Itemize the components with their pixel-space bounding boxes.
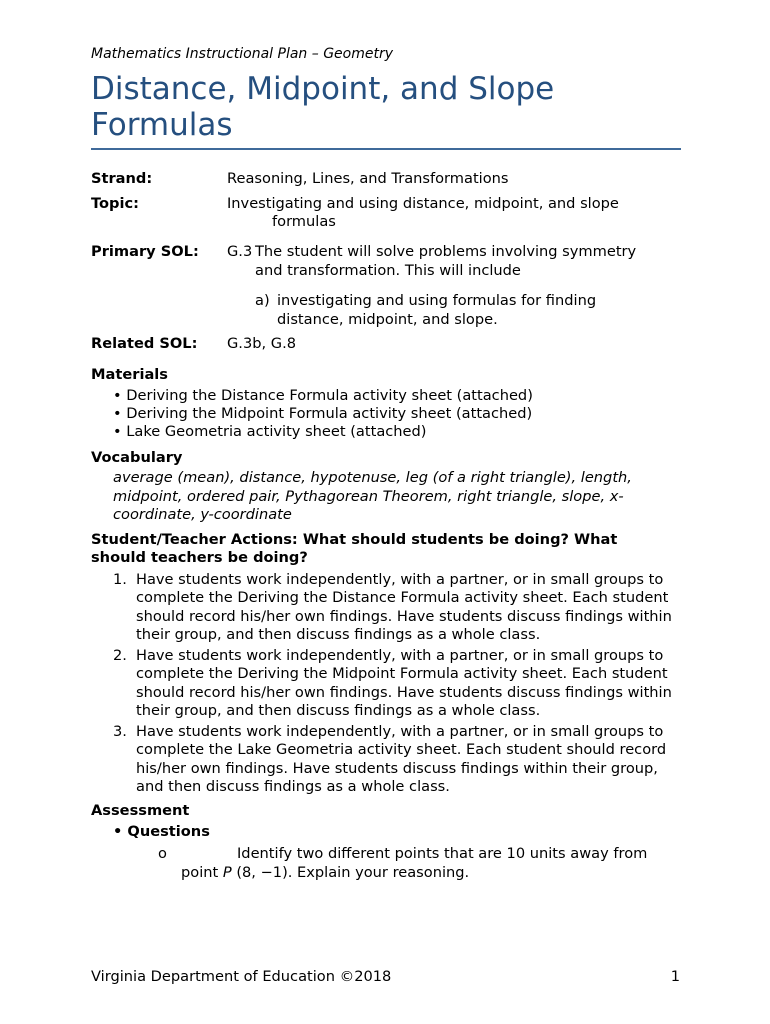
primary-sol-sub-line2: distance, midpoint, and slope. — [277, 311, 498, 328]
related-sol-label: Related SOL: — [91, 335, 198, 352]
primary-sol-text-line1: The student will solve problems involving symmetry — [255, 243, 637, 260]
title-divider — [91, 148, 681, 150]
assessment-bullet: • Questions — [113, 823, 210, 840]
actions-heading: Student/Teacher Actions: What should students be doing? What should teachers be doing? — [91, 531, 618, 567]
document-page: Mathematics Instructional Plan – Geometry Distance, Midpoint, and Slope Formulas Strand: Reasoning, Lines, and Transformations Topic: Investigating and using distance, midpoint, and slope formulas Primary SOL: G.3 The student will solve problems involving symmetry and transformation. This will include a) investigating and using formulas for finding distance, midpoint, and slope. Related SOL: G.3b, G.8 Materials • Deriving the Distance Formula activity sheet (attached) • Deriving the Midpoint Formula activity sheet (attached) • Lake Geometria activity sheet (attached) Vocabulary average (mean), distance, hypotenuse, leg (of a right triangle), length, midpoint, ordered pair, Pythagorean Theorem, right triangle, slope, x-coordinate, y-coordinate Student/Teacher Actions: What should students be doing? What should teachers be doing? 1. Have students work independently, with a partner, or in small groups to complete the Deriving the Distance Formula activity sheet. Each student should record his/her own findings. Have students discuss findings within their group, and then discuss findings as a whole class. 2. Have students work independently, with a partner, or in small groups to complete the Deriving the Midpoint Formula activity sheet. Each student should record his/her own findings. Have students discuss findings within their group, and then discuss findings as a whole class. 3. Have students work independently, with a partner, or in small groups to complete the Lake Geometria activity sheet. Each student should record his/her own findings. Have students discuss findings within their group, and then discuss findings as a whole class. Assessment • Questions o Identify two different points that are 10 units away from point P (8, −1). Explain your reasoning. Virginia Department of Education ©2018 1 — [91, 46, 680, 985]
document-header: Mathematics Instructional Plan – Geometry — [91, 46, 394, 62]
materials-heading: Materials — [91, 366, 168, 383]
page-title: Distance, Midpoint, and Slope Formulas — [91, 71, 555, 143]
topic-label: Topic: — [91, 195, 139, 212]
footer-text: Virginia Department of Education ©2018 — [91, 968, 392, 985]
vocabulary-text: average (mean), distance, hypotenuse, leg (of a right triangle), length, midpoint, ordered pair, Pythagorean Theorem, right triangle, slope, x-coordinate, y-coordinate — [113, 469, 632, 523]
primary-sol-sub-line1: investigating and using formulas for finding — [277, 292, 597, 309]
topic-value-line2: formulas — [272, 213, 336, 230]
primary-sol-label: Primary SOL: — [91, 243, 199, 260]
primary-sol-code: G.3 — [227, 243, 253, 260]
vocabulary-heading: Vocabulary — [91, 449, 183, 466]
strand-value: Reasoning, Lines, and Transformations — [227, 170, 509, 187]
assessment-heading: Assessment — [91, 802, 190, 819]
primary-sol-text-line2: and transformation. This will include — [255, 262, 521, 279]
page-number: 1 — [670, 968, 680, 985]
question-marker: o — [158, 845, 167, 862]
list-item: • Lake Geometria activity sheet (attached) — [113, 423, 427, 440]
related-sol-value: G.3b, G.8 — [227, 335, 297, 352]
question-line2: point P (8, −1). Explain your reasoning. — [181, 864, 470, 881]
list-item: • Deriving the Midpoint Formula activity sheet (attached) — [113, 405, 533, 422]
primary-sol-sub-marker: a) — [255, 292, 270, 309]
strand-label: Strand: — [91, 170, 153, 187]
question-line1: Identify two different points that are 10 units away from — [237, 845, 648, 862]
topic-value-line1: Investigating and using distance, midpoint, and slope — [227, 195, 619, 212]
list-item: • Deriving the Distance Formula activity sheet (attached) — [113, 387, 533, 404]
